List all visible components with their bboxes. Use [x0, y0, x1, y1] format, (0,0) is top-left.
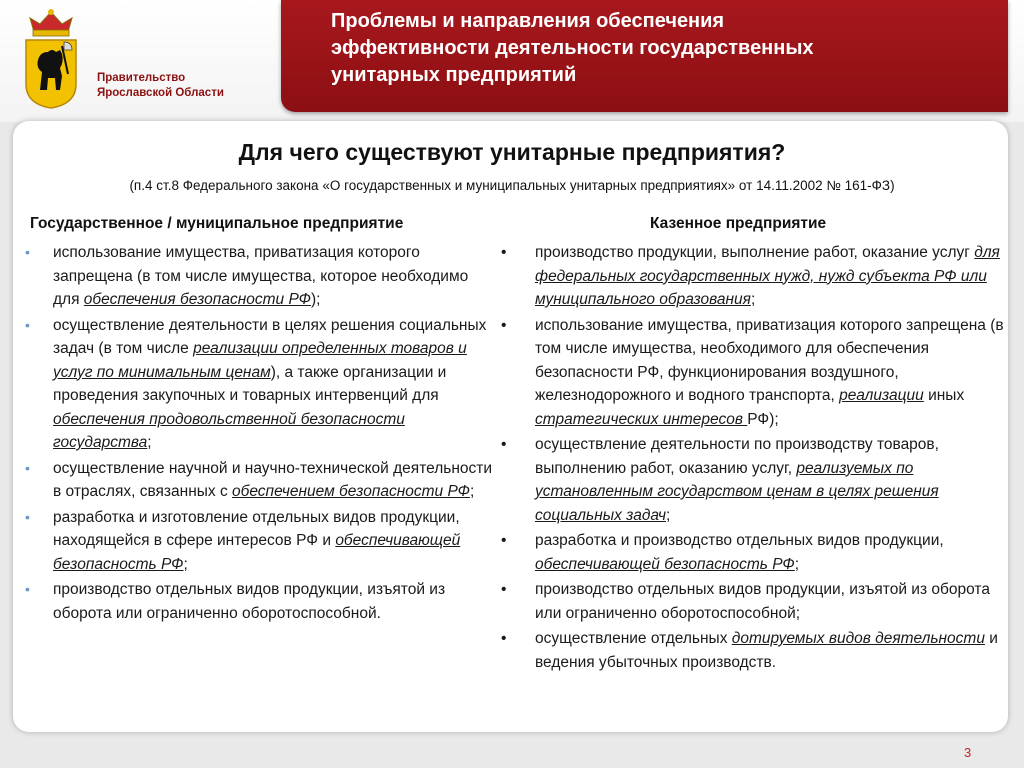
item-text: производство отдельных видов продукции, изъятой из оборота или ограниченно оборотоспособной.: [53, 581, 446, 622]
item-text: использование имущества, приватизация которого запрещена (в том числе имущества, необходимого для обеспечения безопасности РФ, функционирования воздушного, железнодорожного и водного транспорта,: [535, 316, 1004, 404]
bullet-icon: •: [25, 581, 30, 597]
item-text: ;: [147, 434, 152, 451]
org-name: [97, 71, 267, 101]
list-item: [498, 578, 1018, 625]
emphasized-text: обеспечения безопасности РФ: [83, 291, 311, 308]
emphasized-text: стратегических интересов: [535, 410, 748, 428]
bullet-icon: •: [501, 436, 507, 453]
item-text: производство отдельных видов продукции, изъятой из оборота или ограниченно оборотоспособной;: [535, 581, 990, 622]
item-text: производство продукции, выполнение работ, оказание услуг: [535, 244, 975, 261]
org-name-line2: Ярославской Области: [97, 87, 224, 99]
list-item: [498, 314, 1018, 432]
left-bullet-list: [25, 241, 497, 627]
list-item: [498, 627, 1018, 674]
list-item: [25, 241, 497, 312]
item-text: ;: [666, 506, 671, 524]
bullet-icon: •: [25, 244, 30, 260]
bullet-icon: •: [25, 316, 30, 333]
item-text: использование имущества, приватизация которого запрещена (в том числе имущества, которое необходимо для: [53, 244, 469, 308]
emphasized-text: реализации: [839, 387, 924, 404]
emphasized-text: обеспечивающей безопасность РФ: [53, 532, 461, 573]
item-text: );: [310, 291, 321, 308]
item-text: РФ);: [747, 410, 779, 428]
emphasized-text: дотируемых видов деятельности: [731, 630, 985, 647]
item-text: и ведения убыточных производств.: [535, 630, 998, 671]
item-text: ;: [750, 291, 756, 308]
slide-title: [331, 8, 981, 89]
coat-of-arms-bear-icon: [20, 6, 82, 110]
item-text: осуществление отдельных: [535, 630, 732, 647]
item-text: осуществление научной и научно-технической деятельности в отраслях, связанных с: [53, 459, 493, 500]
left-column-heading: Государственное / муниципальное предприятие: [30, 215, 404, 232]
item-text: ;: [794, 555, 800, 573]
title-banner: [281, 0, 1008, 112]
item-text: осуществление деятельности в целях решения социальных задач (в том числе: [53, 316, 487, 357]
emphasized-text: реализации определенных товаров и услуг по минимальным ценам: [53, 340, 467, 381]
list-item: [25, 578, 497, 625]
bullet-icon: •: [501, 581, 507, 598]
item-text: разработка и изготовление отдельных видов продукции, находящейся в сфере интересов РФ и: [53, 508, 460, 549]
emphasized-text: реализуемых по установленным государством ценам в целях решения социальных задач: [535, 459, 939, 524]
bullet-icon: •: [25, 508, 30, 525]
list-item: [25, 506, 497, 577]
item-text: разработка и производство отдельных видов продукции,: [535, 532, 944, 549]
item-text: ), а также организации и проведения закупочных и товарных интервенций для: [53, 363, 447, 404]
list-item: [498, 241, 1018, 312]
bullet-icon: •: [25, 459, 30, 476]
page-number: 3: [964, 745, 972, 760]
list-item: [25, 314, 497, 455]
emphasized-text: для федеральных государственных нужд, нужд субъекта РФ или муниципального образования: [535, 244, 1000, 308]
emphasized-text: обеспечением безопасности РФ: [232, 483, 470, 500]
bullet-icon: •: [501, 532, 507, 549]
list-item: [498, 529, 1018, 576]
org-name-line1: Правительство: [97, 72, 186, 84]
right-column-heading: Казенное предприятие: [650, 215, 827, 232]
item-text: иных: [923, 387, 965, 404]
legal-reference: (п.4 ст.8 Федерального закона «О государственных и муниципальных унитарных предприятиях» от 14.11.2002 № 161-ФЗ): [129, 178, 895, 193]
item-text: осуществление деятельности по производству товаров, выполнению работ, оказанию услуг,: [535, 436, 939, 477]
title-line-2: эффективности деятельности государственных: [331, 37, 814, 59]
main-question: Для чего существуют унитарные предприятия?: [238, 139, 786, 165]
list-item: [25, 457, 497, 504]
item-text: ;: [469, 483, 475, 500]
list-item: [498, 433, 1018, 527]
bullet-icon: •: [501, 316, 507, 334]
emphasized-text: обеспечивающей безопасность РФ: [535, 555, 795, 573]
bullet-icon: •: [501, 244, 507, 261]
item-text: ;: [183, 555, 188, 573]
emphasized-text: обеспечения продовольственной безопасности государства: [53, 410, 405, 451]
right-bullet-list: [498, 241, 1018, 676]
bullet-icon: •: [501, 630, 507, 647]
title-line-1: Проблемы и направления обеспечения: [331, 10, 725, 32]
title-line-3: унитарных предприятий: [331, 64, 577, 86]
